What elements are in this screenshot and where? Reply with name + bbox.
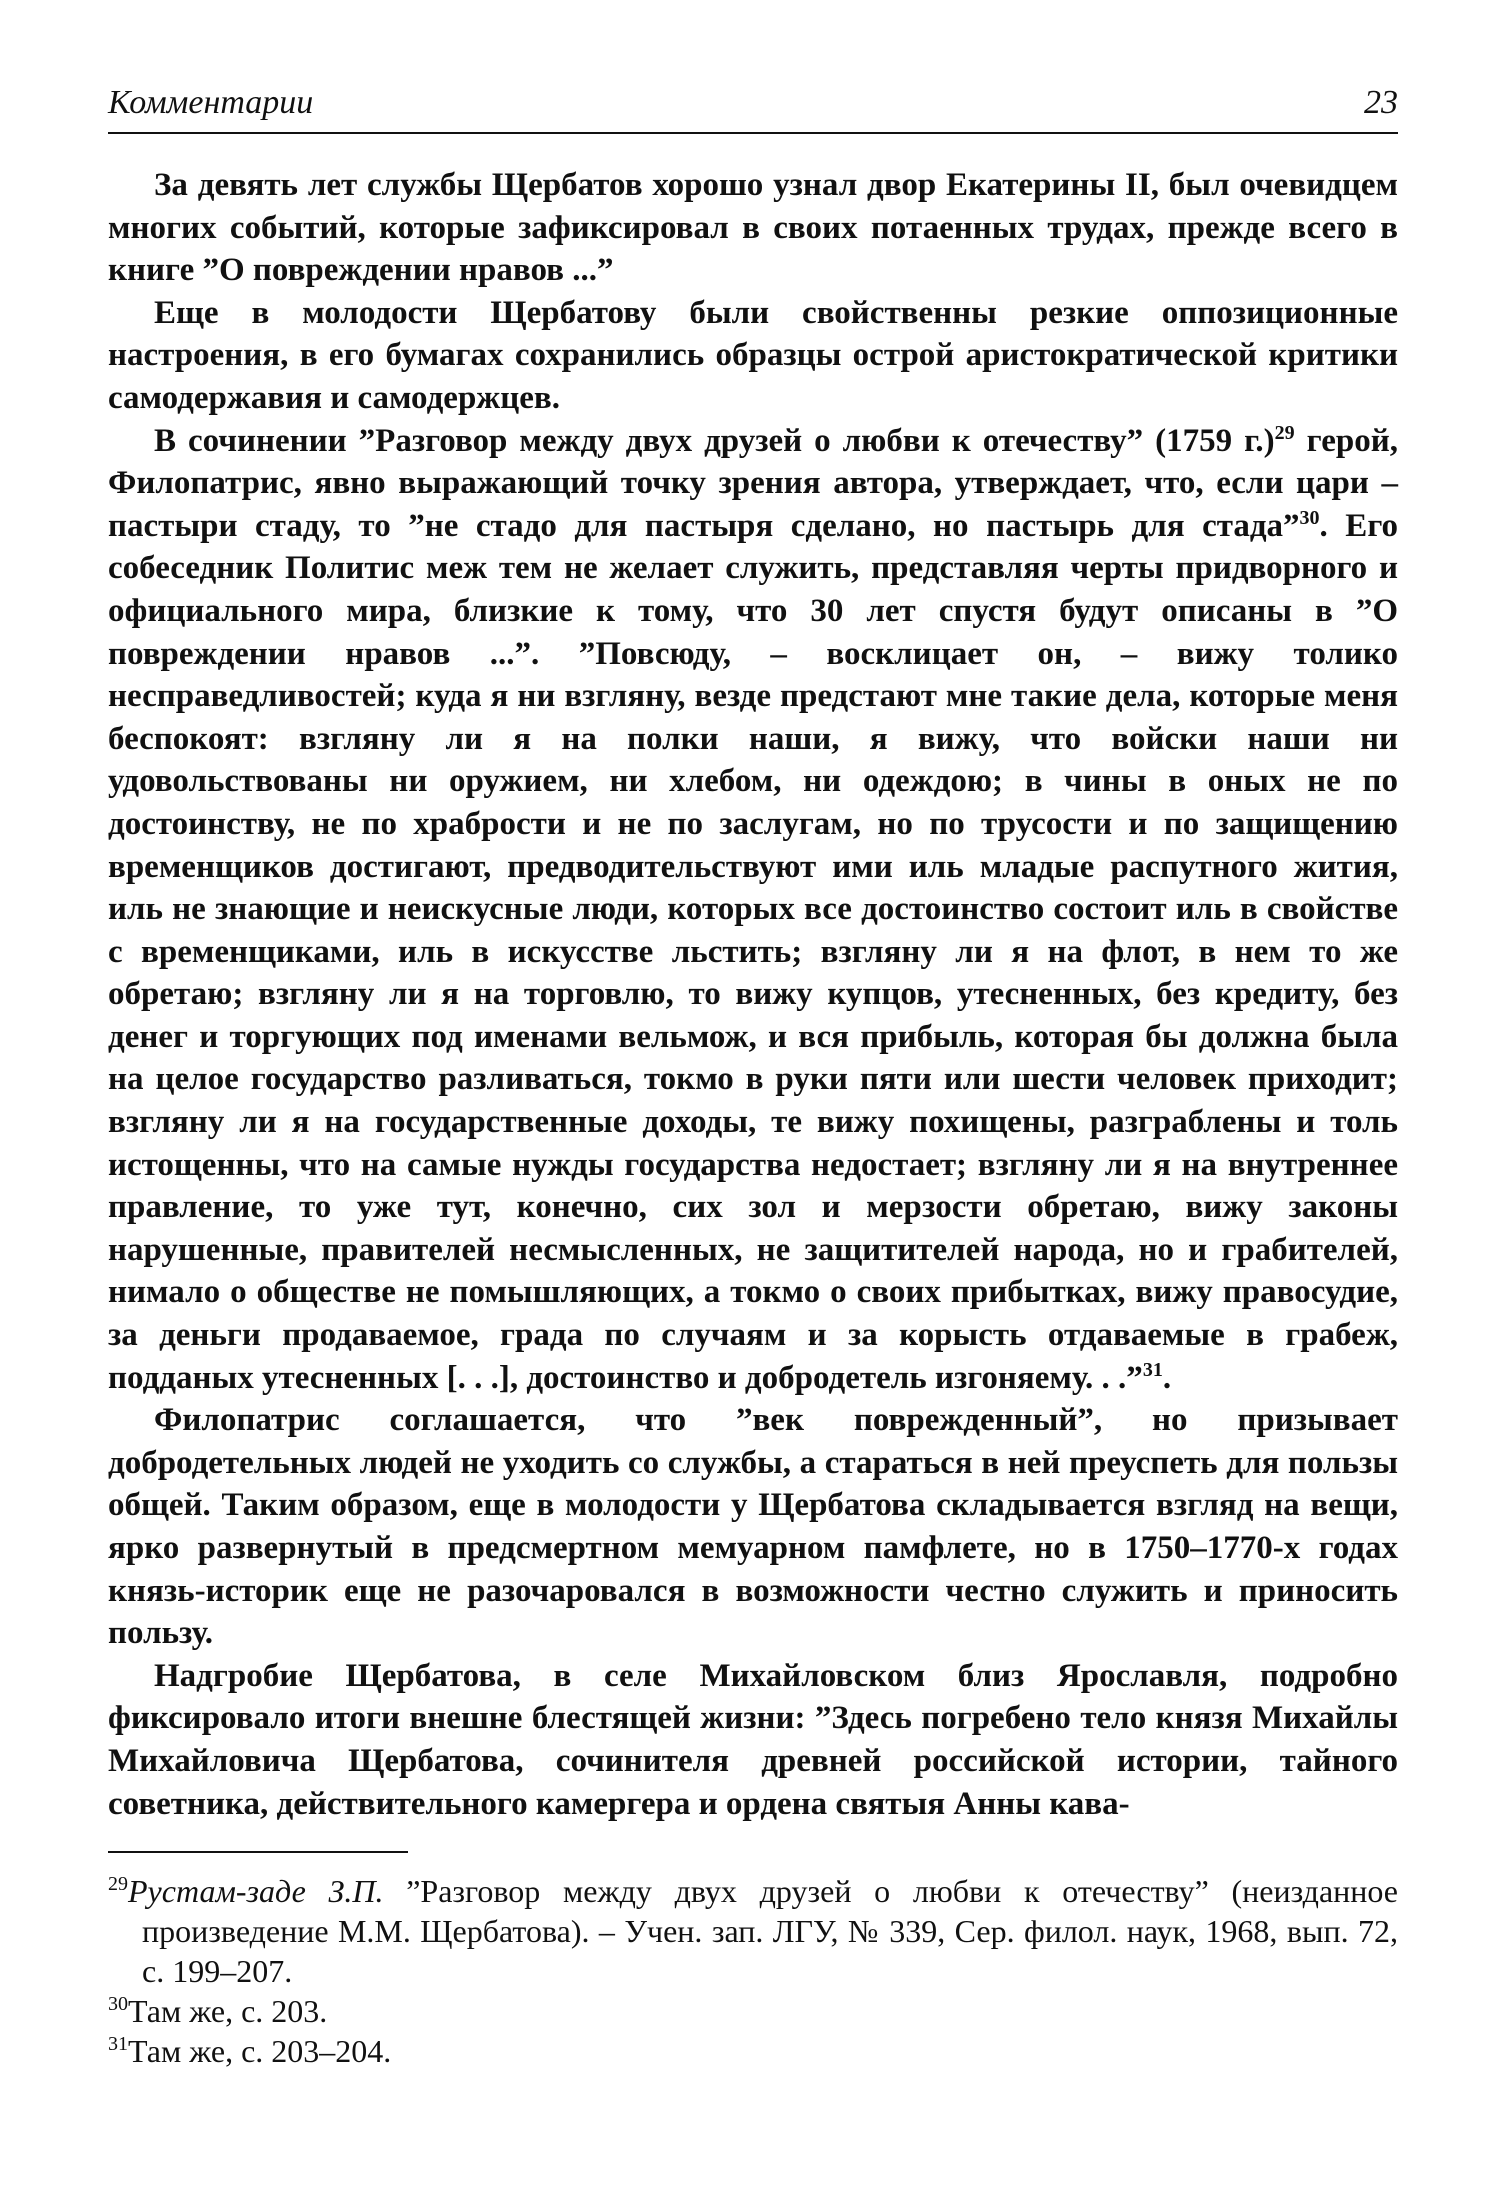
footnote <box>108 1991 1398 2031</box>
paragraph <box>108 420 1398 1400</box>
footnote-divider <box>108 1851 408 1853</box>
paragraph: Еще в молодости Щербатову были свойственны резкие оппозиционные настроения, в его бумагах сохранились образцы острой аристократической критики самодержавия и самодержцев. <box>108 294 1398 416</box>
footnotes <box>108 1871 1398 2071</box>
footnote-ref: 29 <box>1274 421 1295 444</box>
footnote <box>108 1871 1398 1991</box>
paragraph-text: В сочинении ”Разговор между двух друзей о любви к отечеству” (1759 г.) <box>154 422 1275 459</box>
paragraph-text: . Его собеседник Политис меж тем не желает служить, представляя черты придворного и официального мира, близкие к тому, что 30 лет спустя будут описаны в ”О повреждении нравов ...”. ”Повсюду, – восклицает он, – вижу толико несправедливостей; куда я ни взгляну, везде предстают мне такие дела, которые меня беспокоят: взгляну ли я на полки наши, я вижу, что войски наши ни удовольствованы ни оружием, ни хлебом, ни одеждою; в чины в оных не по достоинству, не по храбрости и не по заслугам, но по трусости и по защищению временщиков достигают, предводительствуют ими иль младые распутного жития, иль не знающие и неискусные люди, которых все достоинство состоит иль в свойстве с временщиками, иль в искусстве льстить; взгляну ли я на флот, в нем то же обретаю; взгляну ли я на торговлю, то вижу купцов, утесненных, без кредиту, без денег и торгующих под именами вельмож, и вся прибыль, которая бы должна была на целое государство разливаться, токмо в руки пяти или шести человек приходит; взгляну ли я на государственные доходы, те вижу похищены, разграблены и толь истощенны, что на самые нужды государства недостает; взгляну ли я на внутреннее правление, то уже тут, конечно, сих зол и мерзости обретаю, вижу законы нарушенные, правителей несмысленных, не защитителей народа, но и грабителей, нимало о обществе не помышляющих, а токмо о своих прибытках, вижу правосудие, за деньги продаваемое, града по случаям и за корысть отдаваемые в грабеж, подданых утесненных [. . .], достоинство и добродетель изгоняему. . .” <box>108 507 1398 1396</box>
footnote <box>108 2031 1398 2071</box>
paragraph-text: . <box>1162 1359 1172 1396</box>
paragraph: Филопатрис соглашается, что ”век поврежденный”, но призывает добродетельных людей не уходить со службы, а стараться в ней преуспеть для пользы общей. Таким образом, еще в молодости у Щербатова складывается взгляд на вещи, ярко развернутый в предсмертном мемуарном памфлете, но в 1750–1770-х годах князь-историк еще не разочаровался в возможности честно служить и приносить пользу. <box>108 1402 1398 1652</box>
running-header <box>108 84 1398 134</box>
footnote-ref: 30 <box>1299 506 1320 529</box>
page-number: 23 <box>1364 84 1398 121</box>
paragraph-text: герой, Филопатрис, явно выражающий точку зрения автора, утверждает, что, если цари – пастыри стаду, то ”не стадо для пастыря сделано, но пастырь для стада” <box>108 422 1398 544</box>
paragraph: За девять лет службы Щербатов хорошо узнал двор Екатерины II, был очевидцем многих событий, которые зафиксировал в своих потаенных трудах, прежде всего в книге ”О повреждении нравов ...” <box>108 167 1398 289</box>
section-title: Комментарии <box>108 84 314 121</box>
footnote-number: 30 <box>108 1993 128 2016</box>
footnote-number: 31 <box>108 2033 128 2056</box>
book-page <box>108 84 1398 2071</box>
footnote-text: Там же, с. 203–204. <box>128 2033 392 2070</box>
paragraph: Надгробие Щербатова, в селе Михайловском близ Ярославля, подробно фиксировало итоги внешне блестящей жизни: ”Здесь погребено тело князя Михайлы Михайловича Щербатова, сочинителя древней российской истории, тайного советника, действительного камергера и ордена святыя Анны кава- <box>108 1657 1398 1822</box>
main-text <box>108 164 1398 1825</box>
footnote-text: Там же, с. 203. <box>128 1993 328 2030</box>
footnote-ref: 31 <box>1142 1358 1163 1381</box>
footnote-text: ”Разговор между двух друзей о любви к отечеству” (неизданное произведение М.М. Щербатова). – Учен. зап. ЛГУ, № 339, Сер. филол. наук, 1968, вып. 72, с. 199–207. <box>142 1873 1399 1990</box>
footnote-author: Рустам-заде З.П. <box>128 1873 384 1910</box>
footnote-number: 29 <box>108 1873 128 1896</box>
